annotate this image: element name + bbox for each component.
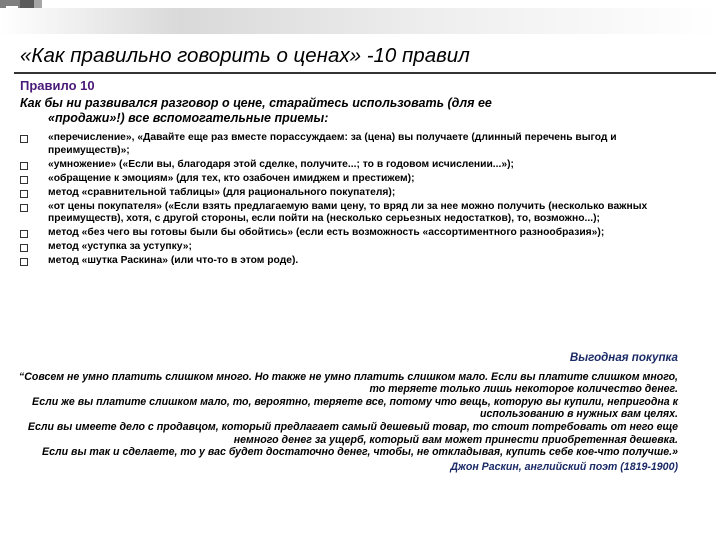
list-item: «обращение к эмоциям» (для тех, кто озабочен имиджем и престижем);: [20, 173, 660, 186]
quote-paragraph: Если вы так и сделаете, то у вас будет достаточно денег, чтобы, не откладывая, купить себе кое-что получше.»: [41, 446, 678, 459]
quote-heading: Выгодная покупка: [569, 351, 678, 364]
quote-paragraph: Если же вы платите слишком мало, то, вероятно, теряете все, потому что вещь, которую вы купили, непригодна к использованию в нужных вам целях.: [32, 395, 678, 421]
title-divider: [14, 72, 716, 74]
bullet-square-icon: [20, 162, 28, 170]
intro-line-2: «продажи»!) все вспомогательные приемы:: [48, 111, 329, 125]
page-title: «Как правильно говорить о ценах» -10 правил: [20, 44, 470, 67]
techniques-list: [20, 132, 660, 269]
list-item: «умножение» («Если вы, благодаря этой сделке, получите...; то в годовом исчислении...»);: [20, 159, 660, 172]
bullet-square-icon: [20, 204, 28, 212]
list-item: метод «шутка Раскина» (или что-то в этом роде).: [20, 255, 660, 268]
quote-paragraph: Если вы имеете дело с продавцом, который предлагает самый дешевый товар, то стоит потребовать от него еще немного денег за ущерб, который вам может принести приобретенная дешевка.: [27, 420, 678, 446]
intro-text: [20, 96, 680, 126]
bullet-square-icon: [20, 176, 28, 184]
rule-label: Правило 10: [20, 78, 95, 93]
list-item: «от цены покупателя» («Если взять предлагаемую вами цену, то вряд ли за нее можно получить (несколько важных преимуществ), хотя, с другой стороны, если пойти на (несколько серьезных недостатков), то, возможно...);: [20, 201, 660, 226]
bullet-square-icon: [20, 190, 28, 198]
title-gradient-bar: [0, 8, 720, 34]
quote-paragraph: “Совсем не умно платить слишком много. Но также не умно платить слишком мало. Если вы платите слишком много, то теряете только лишь некоторое количество денег.: [18, 370, 678, 396]
bullet-square-icon: [20, 135, 28, 143]
bullet-square-icon: [20, 258, 28, 266]
corner-square-small: [34, 0, 42, 8]
list-item: «перечисление», «Давайте еще раз вместе порассуждаем: за (цена) вы получаете (длинный перечень выгод и преимуществ)»;: [20, 132, 660, 157]
bullet-square-icon: [20, 244, 28, 252]
list-item: метод «без чего вы готовы были бы обойтись» (если есть возможность «ассортиментного разнообразия»);: [20, 227, 660, 240]
ruskin-quote: [18, 352, 678, 473]
bullet-square-icon: [20, 230, 28, 238]
list-item: метод «уступка за уступку»;: [20, 241, 660, 254]
list-item: метод «сравнительной таблицы» (для рационального покупателя);: [20, 187, 660, 200]
intro-line-1: Как бы ни развивался разговор о цене, старайтесь использовать (для ее: [20, 96, 492, 110]
quote-author: Джон Раскин, английский поэт (1819-1900): [450, 460, 678, 473]
